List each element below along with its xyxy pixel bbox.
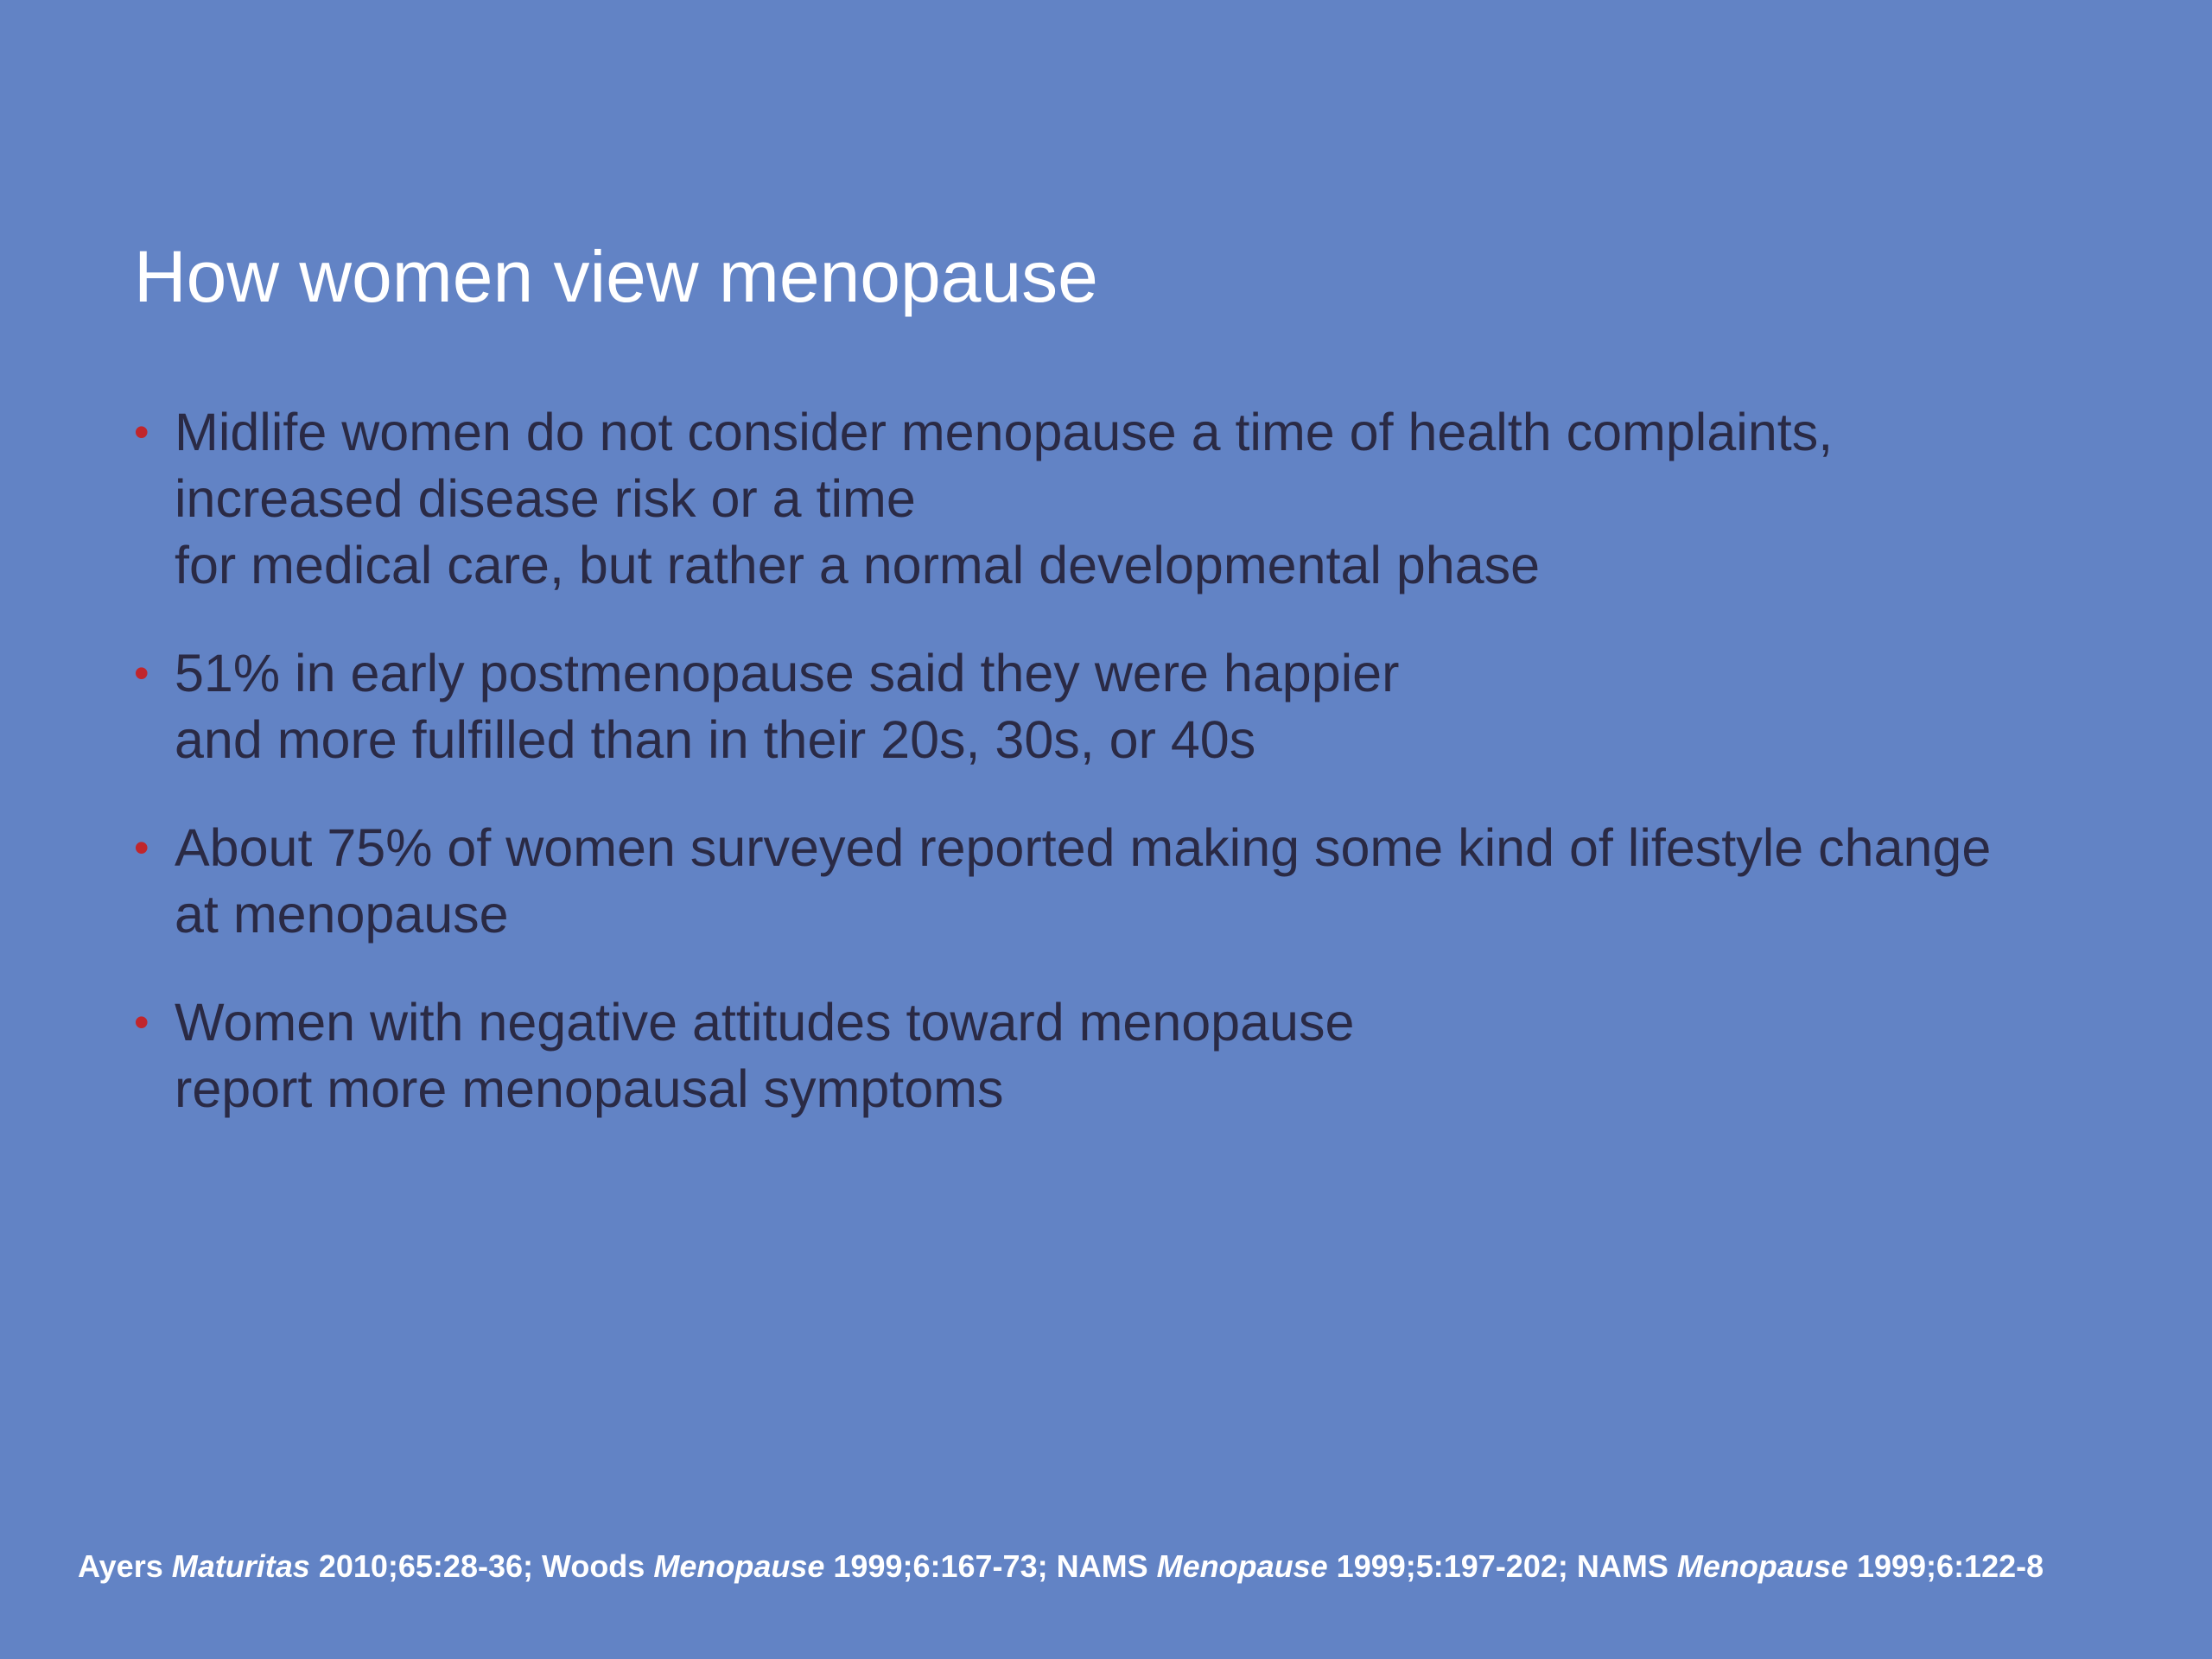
bullet-text-line: increased disease risk or a time: [175, 469, 916, 528]
reference-citation: 1999;5:197-202;: [1336, 1548, 1568, 1584]
reference-citation: 2010;65:28-36;: [318, 1548, 533, 1584]
bullet-text-line: report more menopausal symptoms: [175, 1059, 1004, 1118]
bullet-icon: •: [134, 823, 149, 872]
bullet-item: [134, 399, 2121, 599]
reference-citation: 1999;6:167-73;: [833, 1548, 1048, 1584]
reference-author: Woods: [542, 1548, 645, 1584]
bullet-icon: •: [134, 998, 149, 1046]
bullet-list: [134, 399, 2121, 1164]
bullet-icon: •: [134, 649, 149, 697]
reference-journal: Menopause: [653, 1548, 825, 1584]
bullet-text-line: About 75% of women surveyed reported making some kind of lifestyle change: [175, 818, 1992, 877]
bullet-text-line: at menopause: [175, 885, 509, 944]
bullet-text-line: Midlife women do not consider menopause a time of health complaints,: [175, 403, 1834, 461]
reference-author: NAMS: [1056, 1548, 1148, 1584]
reference-journal: Menopause: [1156, 1548, 1328, 1584]
slide-title: How women view menopause: [134, 236, 1098, 317]
reference-journal: Menopause: [1676, 1548, 1848, 1584]
references: [78, 1547, 2134, 1586]
reference-author: NAMS: [1576, 1548, 1669, 1584]
bullet-text-line: and more fulfilled than in their 20s, 30s, or 40s: [175, 710, 1256, 769]
bullet-item: [134, 640, 2121, 773]
bullet-item: [134, 815, 2121, 948]
bullet-text-line: 51% in early postmenopause said they were happier: [175, 644, 1400, 702]
bullet-text-line: Women with negative attitudes toward menopause: [175, 993, 1355, 1052]
bullet-item: [134, 989, 2121, 1122]
bullet-text-line: for medical care, but rather a normal developmental phase: [175, 536, 1541, 594]
reference-citation: 1999;6:122-8: [1856, 1548, 2044, 1584]
reference-journal: Maturitas: [171, 1548, 310, 1584]
bullet-icon: •: [134, 408, 149, 456]
reference-author: Ayers: [78, 1548, 163, 1584]
